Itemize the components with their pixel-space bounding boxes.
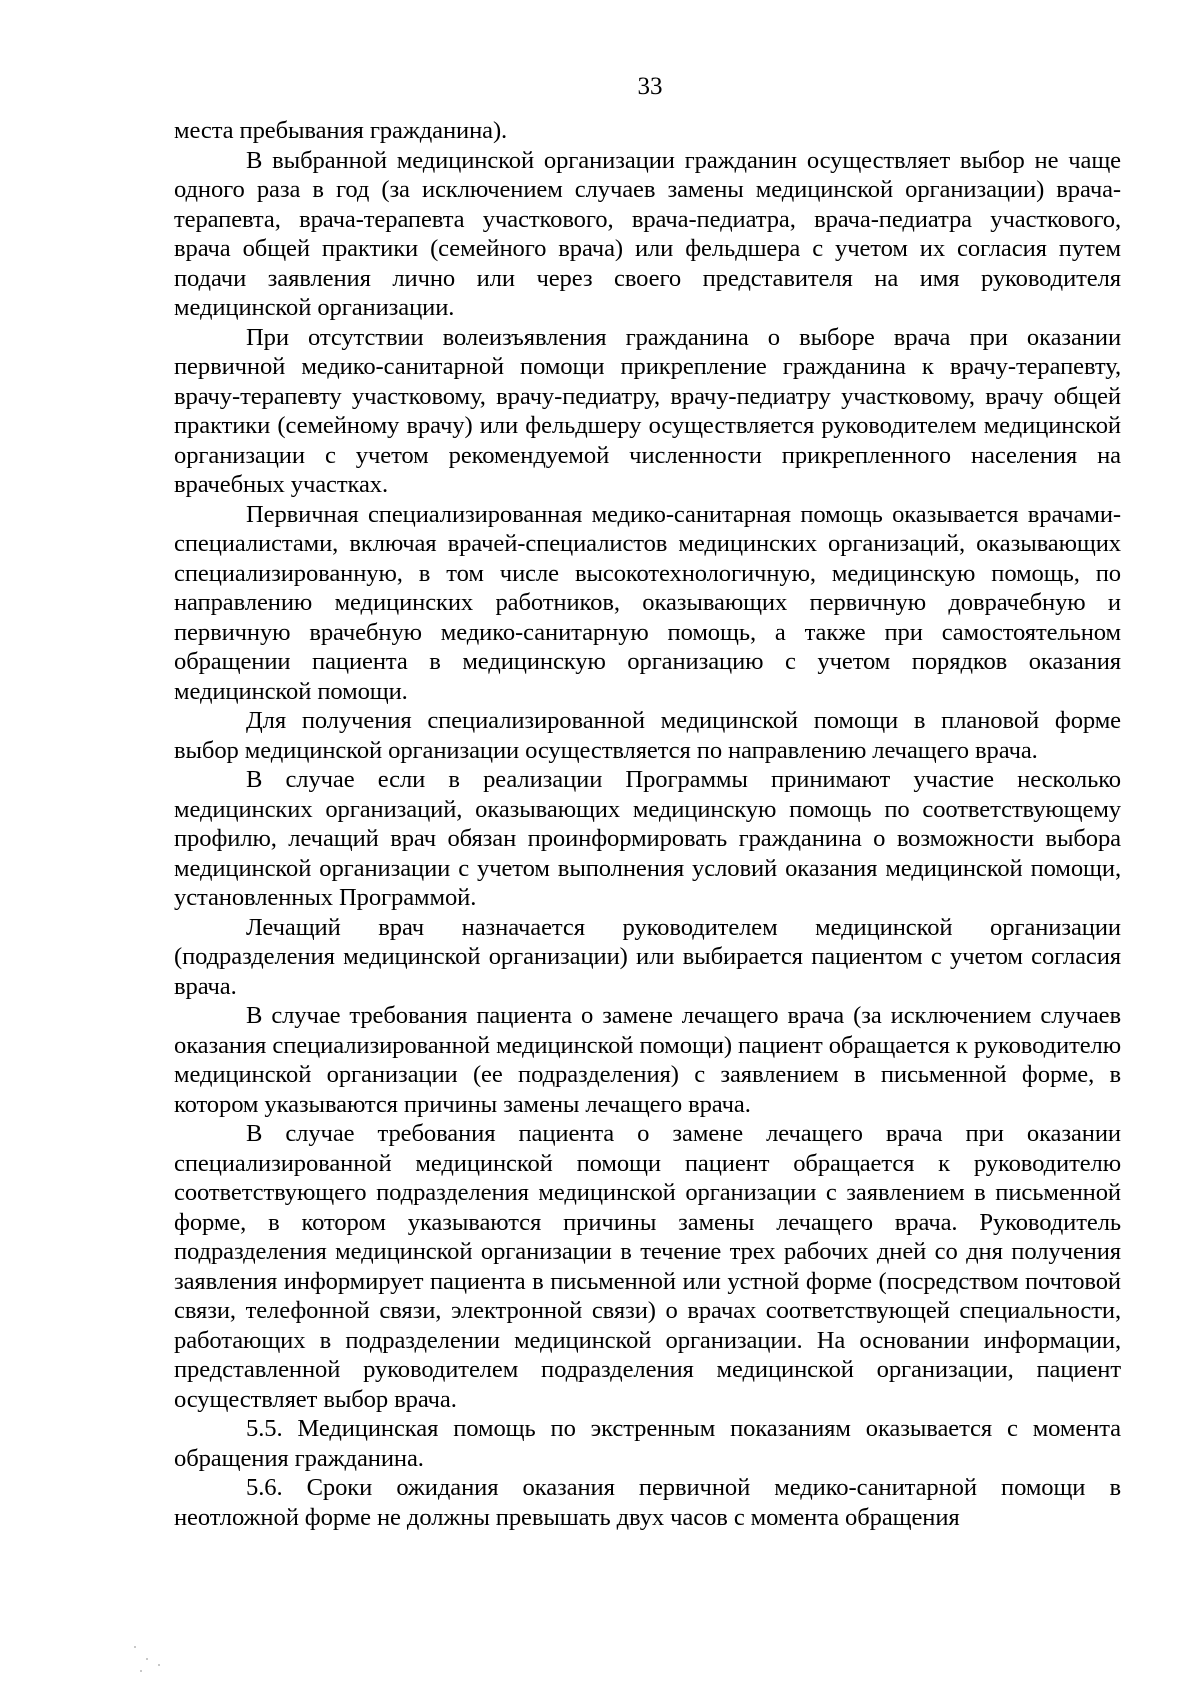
paragraph-planned-care: Для получения специализированной медицинской помощи в плановой форме выбор медицинской организации осуществляется по направлению лечащего врача. (174, 707, 1121, 764)
paragraph-multiple-organizations: В случае если в реализации Программы принимают участие несколько медицинских организаций, оказывающих медицинскую помощь по соответствующему профилю, лечащий врач обязан проинформировать гражданина о возможности выбора медицинской организации с учетом выполнения условий оказания медицинской помощи, установленных Программой. (174, 766, 1121, 911)
paragraph-doctor-replacement: В случае требования пациента о замене лечащего врача (за исключением случаев оказания специализированной медицинской помощи) пациент обращается к руководителю медицинской организации (ее подразделения) с заявлением в письменной форме, в котором указываются причины замены лечащего врача. (174, 1002, 1121, 1118)
paragraph-attachment: При отсутствии волеизъявления гражданина о выборе врача при оказании первичной медико-санитарной помощи прикрепление гражданина к врачу-терапевту, врачу-терапевту участковому, врачу-педиатру, врачу-педиатру участковому, врачу общей практики (семейному врачу) или фельдшеру осуществляется руководителем медицинской организации с учетом рекомендуемой численности прикрепленного населения на врачебных участках. (174, 323, 1121, 498)
paragraph-doctor-replacement-specialized: В случае требования пациента о замене лечащего врача при оказании специализированной медицинской помощи пациент обращается к руководителю соответствующего подразделения медицинской организации с заявлением в письменной форме, в котором указываются причины замены лечащего врача. Руководитель подразделения медицинской организации в течение трех рабочих дней со дня получения заявления информирует пациента в письменной или устной форме (посредством почтовой связи, телефонной связи, электронной связи) о врачах соответствующей специальности, работающих в подразделении медицинской организации. На основании информации, представленной руководителем подразделения медицинской организации, пациент осуществляет выбор врача. (174, 1120, 1121, 1413)
page-number: 33 (637, 73, 663, 100)
document-body (174, 116, 1121, 1532)
scan-specks (130, 1640, 190, 1680)
paragraph-emergency-care: 5.5. Медицинская помощь по экстренным показаниям оказывается с момента обращения гражданина. (174, 1415, 1121, 1472)
paragraph-attending-doctor: Лечащий врач назначается руководителем медицинской организации (подразделения медицинской организации) или выбирается пациентом с учетом согласия врача. (174, 913, 1121, 1000)
paragraph-waiting-times: 5.6. Сроки ожидания оказания первичной медико-санитарной помощи в неотложной форме не должны превышать двух часов с момента обращения (174, 1474, 1121, 1531)
paragraph-doctor-choice: В выбранной медицинской организации гражданин осуществляет выбор не чаще одного раза в год (за исключением случаев замены медицинской организации) врача-терапевта, врача-терапевта участкового, врача-педиатра, врача-педиатра участкового, врача общей практики (семейного врача) или фельдшера с учетом их согласия путем подачи заявления лично или через своего представителя на имя руководителя медицинской организации. (174, 146, 1121, 321)
paragraph-continuation: места пребывания гражданина). (174, 117, 508, 144)
paragraph-specialized-primary-care: Первичная специализированная медико-санитарная помощь оказывается врачами-специалистами, включая врачей-специалистов медицинских организаций, оказывающих специализированную, в том числе высокотехнологичную, медицинскую помощь, по направлению медицинских работников, оказывающих первичную доврачебную и первичную врачебную медико-санитарную помощь, а также при самостоятельном обращении пациента в медицинскую организацию с учетом порядков оказания медицинской помощи. (174, 500, 1121, 705)
